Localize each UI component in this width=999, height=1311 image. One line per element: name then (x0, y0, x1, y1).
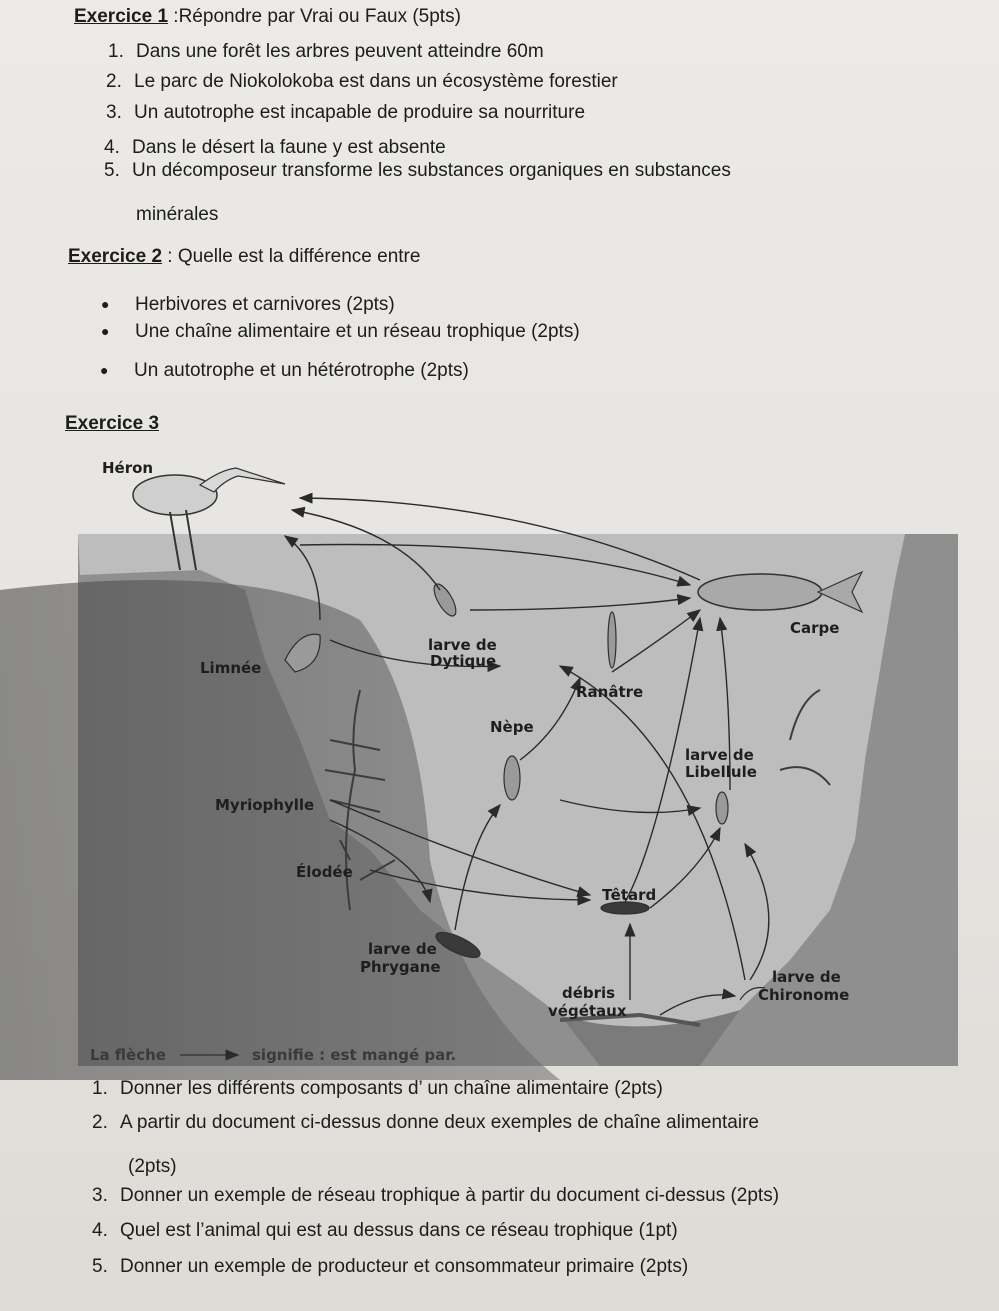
exercise2-bullet (101, 294, 395, 316)
exercise2-bullet (101, 321, 580, 343)
exercise1-item (106, 102, 585, 124)
question-text: Donner un exemple de réseau trophique à partir du document ci-dessus (2pts) (120, 1185, 780, 1206)
label-heron: Héron (102, 459, 154, 477)
exercise1-title (74, 6, 461, 28)
exercise1-instruction: :Répondre par Vrai ou Faux (5pts) (168, 6, 461, 27)
item-text: Un autotrophe est incapable de produire sa nourriture (134, 102, 586, 123)
question-text: Donner un exemple de producteur et consommateur primaire (2pts) (120, 1256, 689, 1277)
item-number: 2. (106, 71, 122, 92)
exercise3-title (65, 413, 159, 435)
label-larve-chironome-1: larve de (772, 968, 841, 986)
label-larve-dytique-1: larve de (428, 636, 497, 654)
item-number: 4. (104, 137, 120, 158)
question (92, 1078, 663, 1100)
question-number: 4. (92, 1220, 108, 1241)
question (92, 1220, 678, 1242)
legend-label: La flèche (90, 1046, 166, 1064)
item-text: Dans le désert la faune y est absente (132, 137, 446, 158)
label-nepe: Nèpe (490, 718, 534, 736)
label-larve-chironome-2: Chironome (758, 986, 850, 1004)
question-continuation: (2pts) (128, 1156, 177, 1177)
bullet-text: Herbivores et carnivores (2pts) (135, 294, 395, 315)
label-carpe: Carpe (790, 619, 840, 637)
question (92, 1185, 779, 1207)
exercise1-label: Exercice 1 (74, 6, 169, 27)
question-text: Donner les différents composants d’ un chaîne alimentaire (2pts) (120, 1078, 663, 1099)
label-larve-phrygane-2: Phrygane (360, 958, 441, 976)
legend-meaning: signifie : est mangé par. (252, 1046, 457, 1064)
label-myriophylle: Myriophylle (215, 796, 315, 814)
item-number: 5. (104, 160, 120, 181)
bullet-icon: ● (100, 362, 109, 378)
question (92, 1256, 688, 1278)
exercise1-item (104, 137, 446, 159)
food-web-diagram (0, 440, 999, 1080)
item-text: Dans une forêt les arbres peuvent atteindre 60m (136, 41, 544, 62)
bullet-text: Un autotrophe et un hétérotrophe (2pts) (134, 360, 469, 381)
label-limnee: Limnée (200, 659, 262, 677)
exercise1-item-continuation: minérales (136, 204, 219, 225)
exercise2-label: Exercice 2 (68, 246, 163, 267)
question-text: A partir du document ci-dessus donne deux exemples de chaîne alimentaire (120, 1112, 759, 1133)
bullet-icon: ● (101, 296, 110, 312)
question (92, 1112, 759, 1134)
item-number: 3. (106, 102, 122, 123)
exercise2-instruction: : Quelle est la différence entre (162, 246, 421, 267)
label-larve-libellule-2: Libellule (685, 763, 757, 781)
ranatre-body (608, 612, 616, 668)
label-debris-2: végétaux (548, 1002, 627, 1020)
bullet-text: Une chaîne alimentaire et un réseau trophique (2pts) (135, 321, 580, 342)
label-debris-1: débris (562, 984, 616, 1002)
question-number: 1. (92, 1078, 108, 1099)
item-text: Le parc de Niokolokoba est dans un écosystème forestier (134, 71, 618, 92)
label-tetard: Têtard (602, 886, 657, 904)
item-text: Un décomposeur transforme les substances organiques en substances (132, 160, 731, 181)
nepe-body (504, 756, 520, 800)
question-number: 3. (92, 1185, 108, 1206)
label-larve-phrygane-1: larve de (368, 940, 437, 958)
exercise1-item (108, 41, 544, 63)
exercise2-title (68, 246, 420, 268)
exercise3-label: Exercice 3 (65, 413, 160, 434)
exercise2-bullet (100, 360, 469, 382)
item-number: 1. (108, 41, 124, 62)
label-larve-dytique-2: Dytique (430, 652, 497, 670)
question-number: 5. (92, 1256, 108, 1277)
dragonfly-larva (716, 792, 728, 824)
label-larve-libellule-1: larve de (685, 746, 754, 764)
exercise1-item (104, 160, 731, 182)
bullet-icon: ● (101, 323, 110, 339)
exercise1-item (106, 71, 618, 93)
question-text: Quel est l’animal qui est au dessus dans ce réseau trophique (1pt) (120, 1220, 678, 1241)
question-number: 2. (92, 1112, 108, 1133)
label-ranatre: Ranâtre (576, 683, 644, 701)
label-elodee: Élodée (296, 863, 353, 881)
